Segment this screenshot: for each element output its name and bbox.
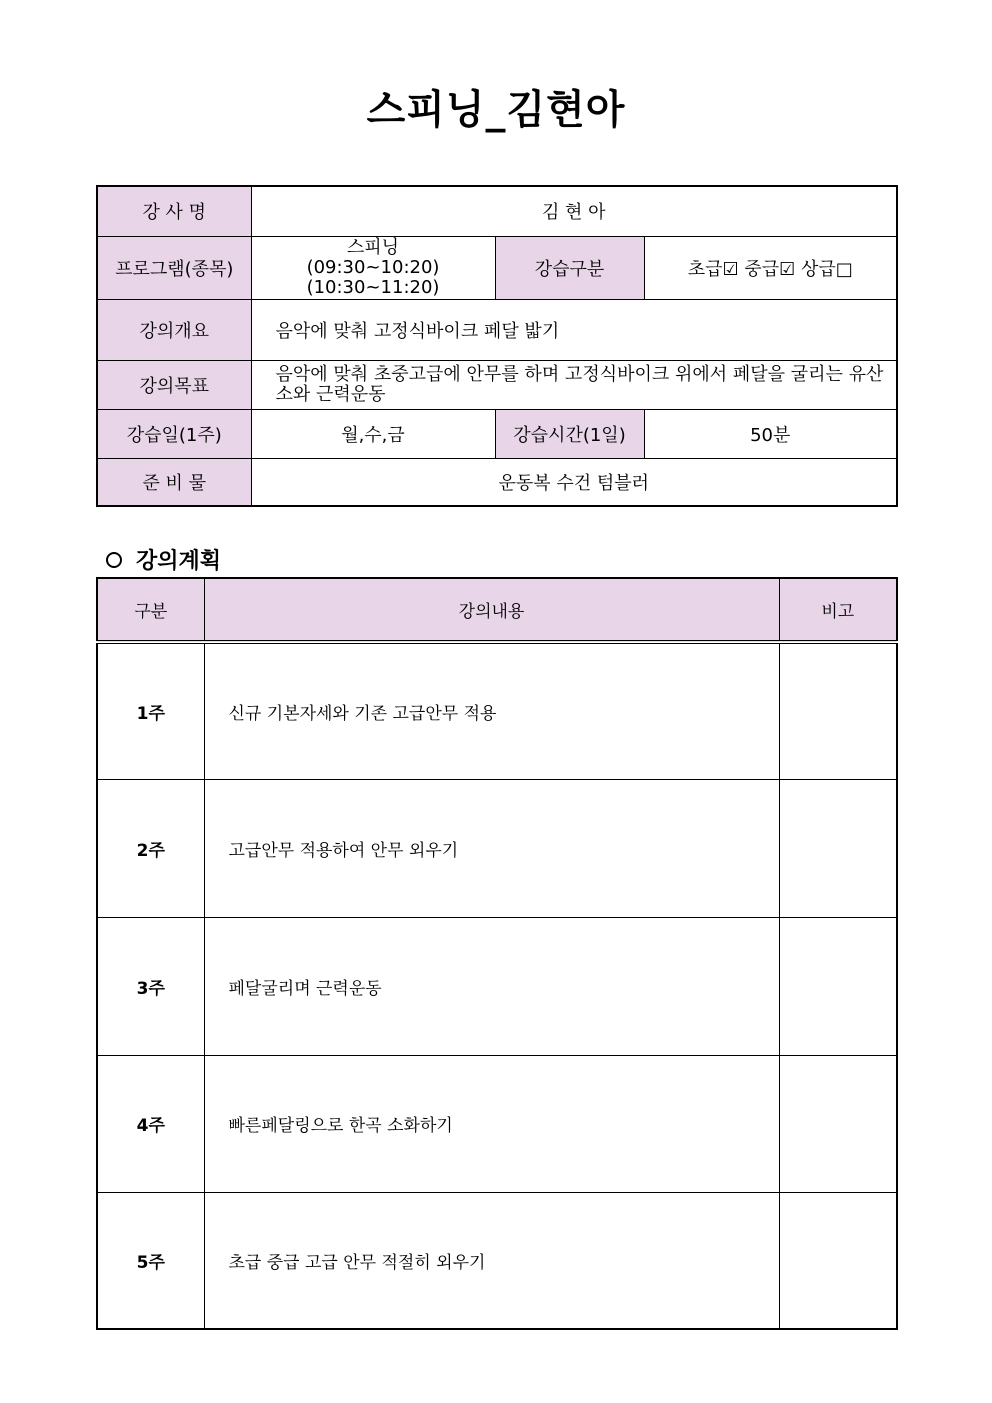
table-row [97, 917, 897, 1055]
days-value: 월,수,금 [251, 409, 495, 458]
header-content: 강의내용 [204, 578, 779, 642]
course-info-table [96, 185, 898, 507]
table-row [97, 1192, 897, 1329]
overview-label: 강의개요 [97, 299, 251, 360]
time-label: 강습시간(1일) [495, 409, 644, 458]
week-cell: 2주 [97, 779, 204, 917]
goal-value: 음악에 맞춰 초중고급에 안무를 하며 고정식바이크 위에서 페달을 굴리는 유산소와 근력운동 [251, 360, 897, 409]
goal-label: 강의목표 [97, 360, 251, 409]
note-cell [779, 642, 897, 779]
instructor-value: 김 현 아 [251, 186, 897, 236]
level-value: 초급☑ 중급☑ 상급□ [644, 236, 897, 299]
program-time-2: (10:30~11:20) [306, 276, 440, 298]
table-row [97, 779, 897, 917]
week-cell: 1주 [97, 642, 204, 779]
program-value [251, 236, 495, 299]
note-cell [779, 779, 897, 917]
content-cell: 고급안무 적용하여 안무 외우기 [204, 779, 779, 917]
content-cell: 초급 중급 고급 안무 적절히 외우기 [204, 1192, 779, 1329]
content-cell: 페달굴리며 근력운동 [204, 917, 779, 1055]
page-title: 스피닝_김현아 [366, 87, 626, 133]
days-label: 강습일(1주) [97, 409, 251, 458]
supplies-value: 운동복 수건 텀블러 [251, 458, 897, 506]
header-note: 비고 [779, 578, 897, 642]
section-heading [106, 544, 221, 575]
program-label: 프로그램(종목) [97, 236, 251, 299]
program-name: 스피닝 [346, 236, 400, 258]
note-cell [779, 1192, 897, 1329]
week-cell: 4주 [97, 1055, 204, 1192]
note-cell [779, 917, 897, 1055]
week-cell: 5주 [97, 1192, 204, 1329]
program-time-1: (09:30~10:20) [306, 256, 440, 278]
table-row [97, 1055, 897, 1192]
lecture-plan-table [96, 577, 898, 1330]
table-row [97, 642, 897, 779]
overview-value: 음악에 맞춰 고정식바이크 페달 밟기 [251, 299, 897, 360]
content-cell: 신규 기본자세와 기존 고급안무 적용 [204, 642, 779, 779]
week-cell: 3주 [97, 917, 204, 1055]
header-category: 구분 [97, 578, 204, 642]
time-value: 50분 [644, 409, 897, 458]
section-title: 강의계획 [136, 549, 222, 574]
note-cell [779, 1055, 897, 1192]
supplies-label: 준 비 물 [97, 458, 251, 506]
content-cell: 빠른페달링으로 한곡 소화하기 [204, 1055, 779, 1192]
level-label: 강습구분 [495, 236, 644, 299]
circle-bullet-icon [106, 552, 122, 568]
instructor-label: 강 사 명 [97, 186, 251, 236]
